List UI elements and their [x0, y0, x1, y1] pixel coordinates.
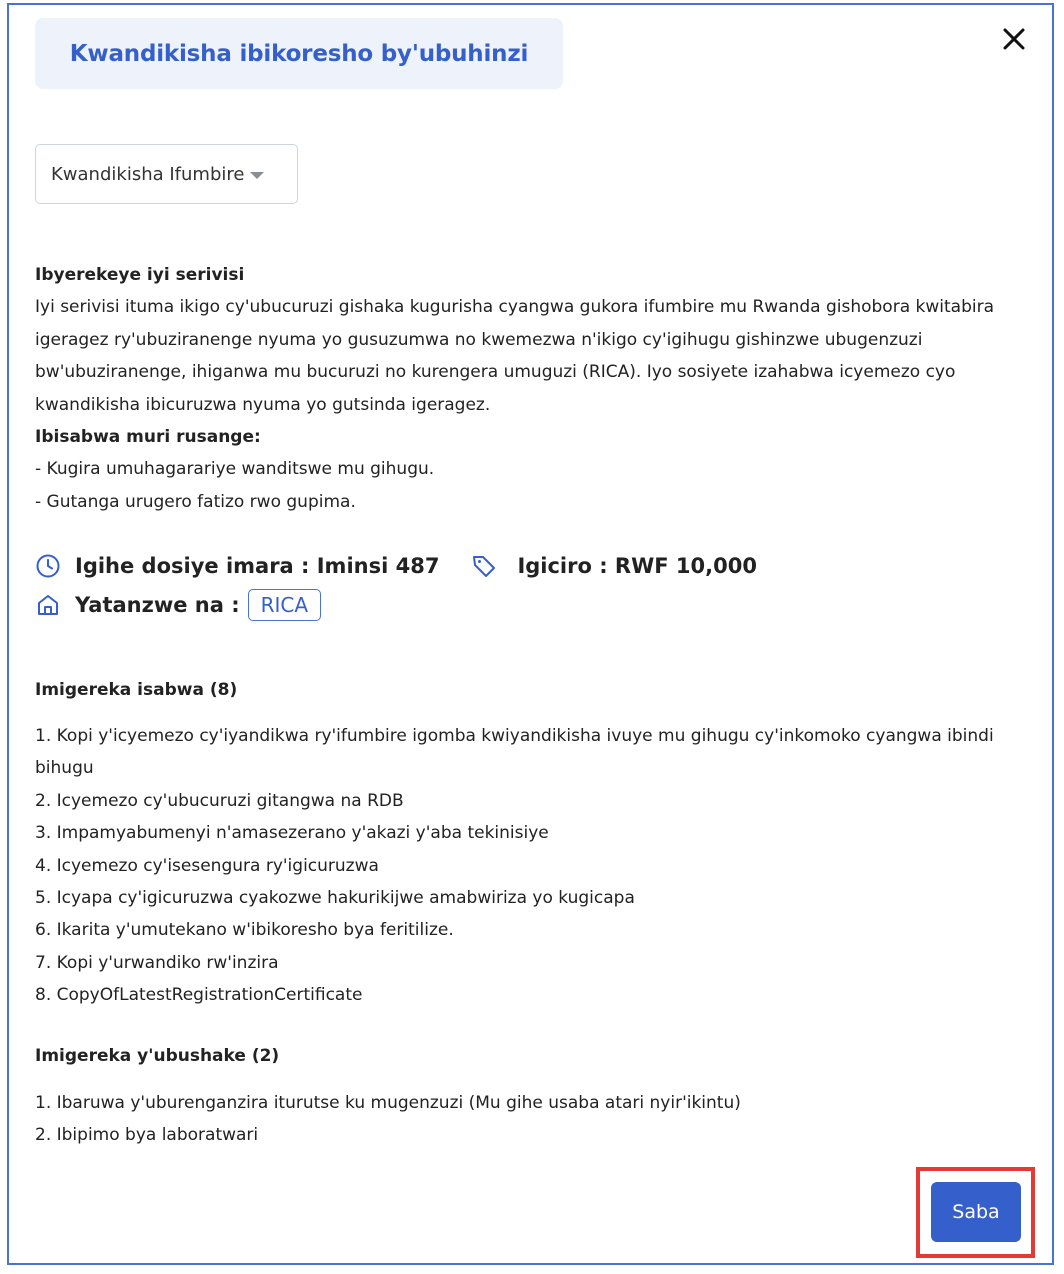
provider-tag: RICA [248, 589, 321, 621]
required-docs-list [35, 720, 1025, 1012]
requirement-item: - Kugira umuhagarariye wanditswe mu gihugu. [35, 459, 435, 480]
list-item: 1. Kopi y'icyemezo cy'iyandikwa ry'ifumbire igomba kwiyandikisha ivuye mu gihugu cy'inkomoko cyangwa ibindi bihugu [35, 726, 994, 779]
modal-title: Kwandikisha ibikoresho by'ubuhinzi [69, 40, 529, 67]
optional-docs-list [35, 1087, 1025, 1152]
list-item: 3. Impamyabumenyi n'amasezerano y'akazi y'aba tekinisiye [35, 823, 549, 844]
caret-down-icon [250, 172, 264, 179]
requirements-heading: Ibisabwa muri rusange: [35, 427, 261, 448]
tag-icon [471, 553, 497, 579]
dropdown-selected-value: Kwandikisha Ifumbire [51, 163, 245, 185]
list-item: 4. Icyemezo cy'isesengura ry'igicuruzwa [35, 855, 379, 876]
about-section [35, 259, 1025, 518]
required-docs-heading: Imigereka isabwa (8) [35, 680, 238, 700]
close-icon [996, 21, 1032, 57]
service-type-dropdown[interactable] [35, 144, 298, 204]
submit-button[interactable]: Saba [931, 1182, 1021, 1242]
about-paragraph: Iyi serivisi ituma ikigo cy'ubucuruzi gishaka kugurisha cyangwa gukora ifumbire mu Rwanda gishobora kwitabira igeragez ry'ubuziranenge nyuma yo gusuzumwa no kwemezwa n'ikigo cy'igihugu gishinzwe ubugenzuzi bw'ubuziranenge, ihiganwa mu bucuruzi no kurengera umuguzi (RICA). Iyo sosiyete izahabwa icyemezo cyo kwandikisha ibicuruzwa nyuma yo gutsinda igeragez. [35, 297, 994, 415]
service-modal [7, 3, 1054, 1265]
info-row-duration-price [35, 553, 757, 579]
list-item: 6. Ikarita y'umutekano w'ibikoresho bya feritilize. [35, 920, 454, 941]
requirement-item: - Gutanga urugero fatizo rwo gupima. [35, 491, 356, 512]
list-item: 2. Ibipimo bya laboratwari [35, 1125, 259, 1146]
provider-label: Yatanzwe na : [75, 593, 240, 617]
list-item: 2. Icyemezo cy'ubucuruzi gitangwa na RDB [35, 790, 404, 811]
info-row-provider [35, 589, 321, 621]
clock-icon [35, 553, 61, 579]
about-heading: Ibyerekeye iyi serivisi [35, 265, 245, 285]
duration-label: Igihe dosiye imara : Iminsi 487 [75, 554, 440, 578]
price-label: Igiciro : RWF 10,000 [517, 554, 757, 578]
list-item: 8. CopyOfLatestRegistrationCertificate [35, 985, 363, 1006]
modal-title-box [35, 18, 563, 89]
list-item: 1. Ibaruwa y'uburenganzira iturutse ku mugenzuzi (Mu gihe usaba atari nyir'ikintu) [35, 1093, 741, 1113]
list-item: 5. Icyapa cy'igicuruzwa cyakozwe hakurikijwe amabwiriza yo kugicapa [35, 888, 635, 909]
close-button[interactable] [996, 21, 1032, 57]
optional-docs-heading: Imigereka y'ubushake (2) [35, 1046, 280, 1066]
home-icon [35, 592, 61, 618]
list-item: 7. Kopi y'urwandiko rw'inzira [35, 952, 279, 973]
